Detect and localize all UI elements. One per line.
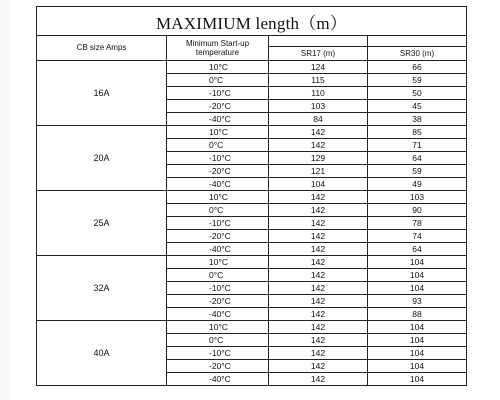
sr17-cell: 142 (269, 243, 368, 256)
temperature-cell: 0°C (167, 139, 269, 152)
sr17-cell: 103 (269, 100, 368, 113)
page-edge (0, 0, 10, 400)
sr30-cell: 50 (368, 87, 467, 100)
temperature-cell: -20°C (167, 100, 269, 113)
sr17-cell: 104 (269, 178, 368, 191)
sr17-cell: 142 (269, 256, 368, 269)
temperature-cell: -40°C (167, 243, 269, 256)
cb-size-cell: 25A (37, 191, 167, 256)
sr17-cell: 142 (269, 204, 368, 217)
table-title: MAXIMIUM length（m） (37, 7, 467, 36)
temperature-cell: -20°C (167, 165, 269, 178)
sr17-cell: 142 (269, 295, 368, 308)
temperature-cell: -20°C (167, 230, 269, 243)
header-blank-cell (368, 36, 467, 47)
title-row (37, 7, 467, 36)
temperature-cell: -40°C (167, 373, 269, 386)
cb-size-cell: 20A (37, 126, 167, 191)
sr30-cell: 104 (368, 334, 467, 347)
sr30-cell: 85 (368, 126, 467, 139)
sr17-cell: 129 (269, 152, 368, 165)
sr30-cell: 104 (368, 282, 467, 295)
sr17-cell: 115 (269, 74, 368, 87)
max-length-table (36, 6, 467, 386)
sr17-cell: 142 (269, 217, 368, 230)
sr17-cell: 142 (269, 282, 368, 295)
table-row (37, 321, 467, 334)
temperature-cell: -40°C (167, 113, 269, 126)
sr17-cell: 142 (269, 347, 368, 360)
cb-size-cell: 32A (37, 256, 167, 321)
sr17-cell: 110 (269, 87, 368, 100)
header-min-temp: Minimum Start-up temperature (167, 36, 269, 61)
sr17-cell: 142 (269, 126, 368, 139)
header-cb-size: CB size Amps (37, 36, 167, 61)
sr30-cell: 78 (368, 217, 467, 230)
sr30-cell: 103 (368, 191, 467, 204)
sr30-cell: 49 (368, 178, 467, 191)
temperature-cell: -10°C (167, 347, 269, 360)
sr17-cell: 142 (269, 308, 368, 321)
sr30-cell: 74 (368, 230, 467, 243)
temperature-cell: 0°C (167, 269, 269, 282)
sr30-cell: 71 (368, 139, 467, 152)
sr17-cell: 142 (269, 334, 368, 347)
sr17-cell: 142 (269, 191, 368, 204)
temperature-cell: -40°C (167, 308, 269, 321)
cb-size-cell: 16A (37, 61, 167, 126)
temperature-cell: 10°C (167, 61, 269, 74)
sr30-cell: 90 (368, 204, 467, 217)
sr17-cell: 121 (269, 165, 368, 178)
temperature-cell: 0°C (167, 204, 269, 217)
temperature-cell: 10°C (167, 321, 269, 334)
sr17-cell: 142 (269, 360, 368, 373)
sr30-cell: 59 (368, 165, 467, 178)
temperature-cell: -20°C (167, 360, 269, 373)
sr17-cell: 142 (269, 230, 368, 243)
temperature-cell: -40°C (167, 178, 269, 191)
header-sr30: SR30 (m) (368, 47, 467, 61)
temperature-cell: -10°C (167, 217, 269, 230)
temperature-cell: 10°C (167, 126, 269, 139)
sr17-cell: 142 (269, 373, 368, 386)
temperature-cell: 0°C (167, 74, 269, 87)
header-blank-cell (269, 36, 368, 47)
sr30-cell: 93 (368, 295, 467, 308)
cb-size-cell: 40A (37, 321, 167, 386)
sr30-cell: 104 (368, 256, 467, 269)
header-row (37, 36, 467, 47)
sr30-cell: 66 (368, 61, 467, 74)
temperature-cell: -10°C (167, 152, 269, 165)
sr30-cell: 64 (368, 243, 467, 256)
sr30-cell: 104 (368, 321, 467, 334)
sr17-cell: 142 (269, 269, 368, 282)
sr30-cell: 59 (368, 74, 467, 87)
sr30-cell: 104 (368, 269, 467, 282)
sr30-cell: 45 (368, 100, 467, 113)
temperature-cell: -10°C (167, 282, 269, 295)
table-row (37, 61, 467, 74)
temperature-cell: -10°C (167, 87, 269, 100)
sr17-cell: 84 (269, 113, 368, 126)
table-row (37, 126, 467, 139)
sr30-cell: 104 (368, 347, 467, 360)
sr30-cell: 38 (368, 113, 467, 126)
table-row (37, 256, 467, 269)
sr30-cell: 88 (368, 308, 467, 321)
header-sr17: SR17 (m) (269, 47, 368, 61)
sr30-cell: 64 (368, 152, 467, 165)
table-row (37, 191, 467, 204)
sr17-cell: 142 (269, 139, 368, 152)
sr17-cell: 124 (269, 61, 368, 74)
temperature-cell: 0°C (167, 334, 269, 347)
temperature-cell: 10°C (167, 191, 269, 204)
sr30-cell: 104 (368, 360, 467, 373)
temperature-cell: 10°C (167, 256, 269, 269)
temperature-cell: -20°C (167, 295, 269, 308)
sr30-cell: 104 (368, 373, 467, 386)
sr17-cell: 142 (269, 321, 368, 334)
